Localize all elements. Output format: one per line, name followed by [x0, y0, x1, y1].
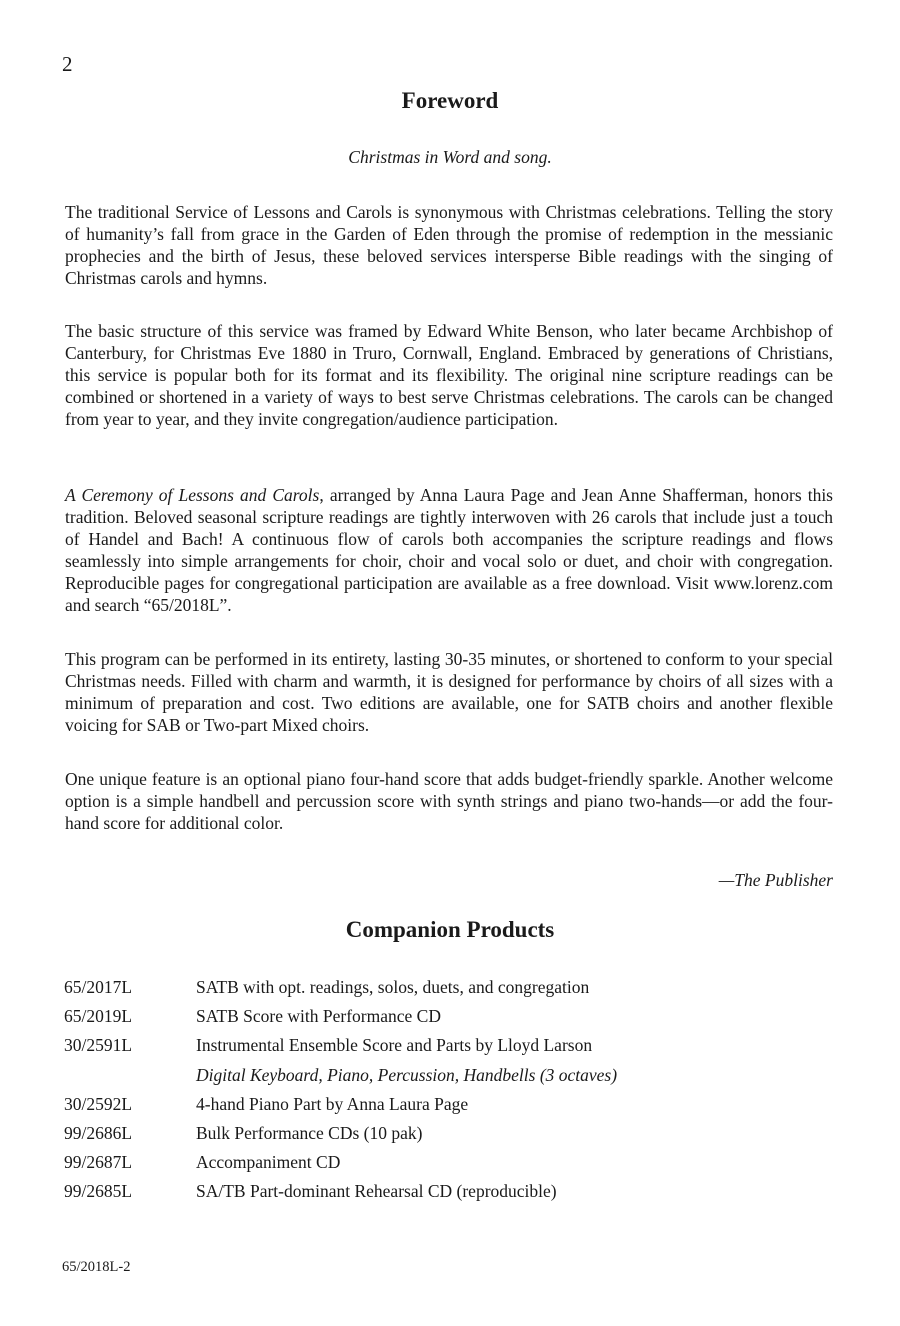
foreword-paragraph-4 [65, 648, 833, 736]
product-row [64, 1033, 844, 1062]
product-description: 4-hand Piano Part by Anna Laura Page [196, 1093, 469, 1114]
paragraph-text: The traditional Service of Lessons and Carols is synonymous with Christmas celebrations. Telling the story of humanity’s fall from grace in the Garden of Eden through the promise of redemption in the messianic prophecies and the birth of Jesus, these beloved services intersperse Bible readings with the singing of Christmas carols and hymns. [65, 202, 833, 288]
foreword-paragraph-1 [65, 201, 833, 289]
paragraph-text: , arranged by Anna Laura Page and Jean Anne Shafferman, honors this tradition. Beloved seasonal scripture readings are tightly interwoven with 26 carols that include just a touch of Handel and Bach! A continuous flow of carols both accompanies the scripture readings and flows seamlessly into simple arrangements for choir, choir and vocal solo or duet, and choir with congregation. Reproducible pages for congregational participation are available as a free download. Visit www.lorenz.com and search “65/2018L”. [65, 485, 833, 615]
foreword-subtitle: Christmas in Word and song. [348, 147, 552, 167]
footer-code: 65/2018L-2 [62, 1259, 131, 1275]
product-code: 99/2685L [64, 1181, 133, 1202]
foreword-paragraph-5 [65, 768, 833, 834]
product-code: 99/2686L [64, 1122, 133, 1143]
product-row [64, 1121, 844, 1150]
product-description: Instrumental Ensemble Score and Parts by Lloyd Larson [196, 1035, 593, 1056]
product-row [64, 1063, 844, 1092]
product-code [64, 1063, 196, 1092]
product-description: Accompaniment CD [196, 1152, 341, 1173]
paragraph-text: The basic structure of this service was framed by Edward White Benson, who later became Archbishop of Canterbury, for Christmas Eve 1880 in Truro, Cornwall, England. Embraced by generations of Christians, this service is popular both for its format and its flexibility. The original nine scripture readings can be combined or shortened in a variety of ways to best serve Christmas celebrations. The carols can be changed from year to year, and they invite congregation/audience participation. [65, 321, 833, 429]
companion-products-title: Companion Products [345, 917, 555, 942]
product-description: SA/TB Part-dominant Rehearsal CD (reproducible) [196, 1181, 557, 1202]
product-description: Digital Keyboard, Piano, Percussion, Handbells (3 octaves) [196, 1064, 618, 1085]
page-number: 2 [62, 52, 73, 76]
product-code: 65/2019L [64, 1006, 133, 1027]
companion-products-list [64, 975, 844, 1209]
product-row [64, 975, 844, 1004]
product-description: SATB Score with Performance CD [196, 1006, 441, 1027]
product-row [64, 1179, 844, 1208]
product-code: 30/2592L [64, 1093, 133, 1114]
product-code: 30/2591L [64, 1035, 133, 1056]
foreword-paragraph-3 [65, 484, 833, 616]
product-row [64, 1004, 844, 1033]
product-code: 99/2687L [64, 1152, 133, 1173]
product-description: Bulk Performance CDs (10 pak) [196, 1122, 423, 1143]
foreword-paragraph-2 [65, 320, 833, 430]
product-code: 65/2017L [64, 977, 133, 997]
product-row [64, 1150, 844, 1179]
work-title: A Ceremony of Lessons and Carols [65, 485, 320, 505]
paragraph-text: This program can be performed in its entirety, lasting 30-35 minutes, or shortened to conform to your special Christmas needs. Filled with charm and warmth, it is designed for performance by choirs of all sizes with a minimum of preparation and cost. Two editions are available, one for SATB choirs and another flexible voicing for SAB or Two-part Mixed choirs. [65, 649, 833, 735]
publisher-signature: —The Publisher [718, 870, 833, 890]
product-row [64, 1092, 844, 1121]
product-description: SATB with opt. readings, solos, duets, and congregation [196, 977, 590, 997]
foreword-title: Foreword [401, 88, 499, 113]
paragraph-text: One unique feature is an optional piano four-hand score that adds budget-friendly sparkle. Another welcome option is a simple handbell and percussion score with synth strings and piano two-hands—or add the four-hand score for additional color. [65, 769, 833, 833]
